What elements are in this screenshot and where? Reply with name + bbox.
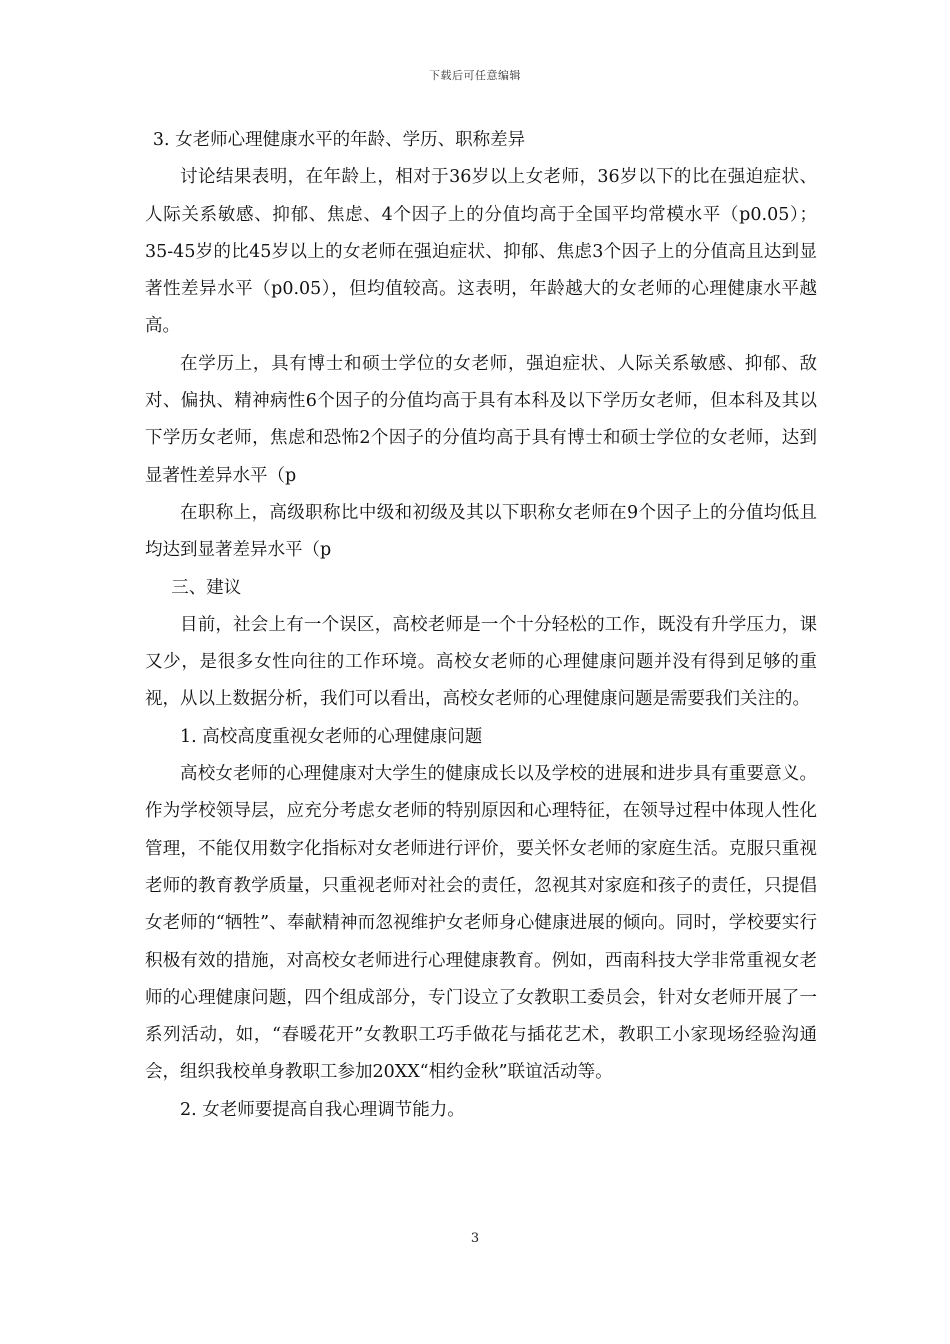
paragraph-education: 在学历上，具有博士和硕士学位的女老师，强迫症状、人际关系敏感、抑郁、敌对、偏执、精神病性6个因子的分值均高于具有本科及以下学历女老师，但本科及其以下学历女老师，焦虑和恐怖2个因子的分值均高于具有博士和硕士学位的女老师，达到显著性差异水平（p bbox=[145, 353, 817, 486]
paragraph-misconception: 目前，社会上有一个误区，高校老师是一个十分轻松的工作，既没有升学压力，课又少，是很多女性向往的工作环境。高校女老师的心理健康问题并没有得到足够的重视，从以上数据分析，我们可以看出，高校女老师的心理健康问题是需要我们关注的。 bbox=[145, 614, 817, 710]
page-header: 下载后可任意编辑 bbox=[429, 69, 521, 82]
section-heading-suggestions: 三、建议 bbox=[171, 577, 242, 598]
subheading-school-attention: 1. 高校高度重视女老师的心理健康问题 bbox=[180, 726, 483, 747]
section-heading-differences: 3. 女老师心理健康水平的年龄、学历、职称差异 bbox=[152, 130, 526, 150]
subheading-self-adjustment: 2. 女老师要提高自我心理调节能力。 bbox=[180, 1099, 465, 1120]
paragraph-title-rank: 在职称上，高级职称比中级和初级及其以下职称女老师在9个因子上的分值均低且均达到显著差异水平（p bbox=[145, 502, 817, 561]
body-text bbox=[145, 122, 817, 1129]
paragraph-age: 讨论结果表明，在年龄上，相对于36岁以上女老师，36岁以下的比在强迫症状、人际关系敏感、抑郁、焦虑、4个因子上的分值均高于全国平均常模水平（p0.05）；35-45岁的比45岁以上的女老师在强迫症状、抑郁、焦虑3个因子上的分值高且达到显著性差异水平（p0.05），但均值较高。这表明，年龄越大的女老师的心理健康水平越高。 bbox=[145, 167, 817, 337]
page-number: 3 bbox=[470, 1231, 480, 1246]
paragraph-school-measures: 高校女老师的心理健康对大学生的健康成长以及学校的进展和进步具有重要意义。作为学校领导层，应充分考虑女老师的特别原因和心理特征，在领导过程中体现人性化管理，不能仅用数字化指标对女老师进行评价，要关怀女老师的家庭生活。克服只重视老师的教育教学质量，只重视老师对社会的责任，忽视其对家庭和孩子的责任，只提倡女老师的“牺牲”、奉献精神而忽视维护女老师身心健康进展的倾向。同时，学校要实行积极有效的措施，对高校女老师进行心理健康教育。例如，西南科技大学非常重视女老师的心理健康问题，四个组成部分，专门设立了女教职工委员会，针对女老师开展了一系列活动，如，“春暖花开”女教职工巧手做花与插花艺术，教职工小家现场经验沟通会，组织我校单身教职工参加20XX“相约金秋”联谊活动等。 bbox=[145, 764, 817, 1083]
